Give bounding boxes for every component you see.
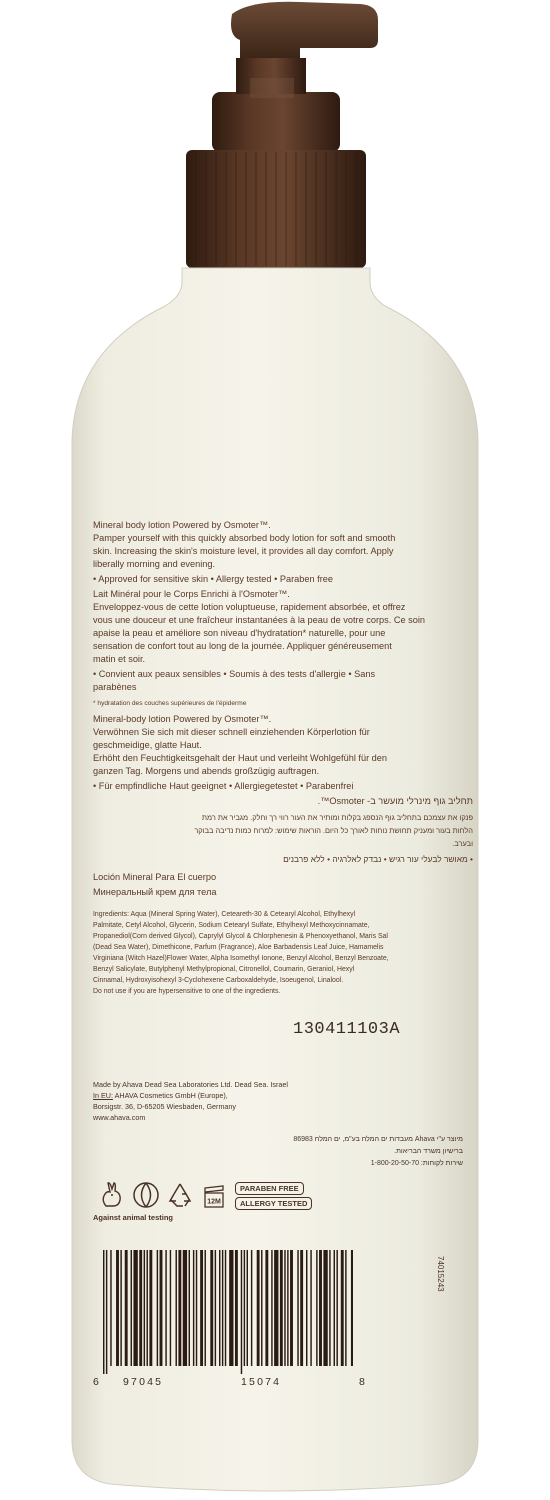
- animal-testing-label: Against animal testing: [93, 1213, 174, 1222]
- hebrew-license: ברישיון משרד הבריאות.: [394, 1148, 463, 1155]
- barcode-bar: [257, 1250, 260, 1366]
- barcode-bar: [106, 1250, 107, 1374]
- german-body-line: Erhöht den Feuchtigkeitsgehalt der Haut und verleiht Wohlgefühl für den: [93, 753, 388, 763]
- ingredients-line: Ingredients: Aqua (Mineral Spring Water), Ceteareth-30 & Cetearyl Alcohol, Ethylhexyl: [93, 911, 356, 918]
- hebrew-manufacturer: מיוצר ע"י Ahava מעבדות ים המלח בע"מ, ים המלח 86983: [293, 1136, 463, 1143]
- barcode-bar: [144, 1250, 145, 1366]
- german-body-line: geschmeidige, glatte Haut.: [93, 740, 202, 750]
- german-claims: • Für empfindliche Haut geeignet • Allergiegetestet • Parabenfrei: [93, 781, 354, 791]
- barcode-bar: [323, 1250, 327, 1366]
- icons-row: [93, 1180, 473, 1240]
- french-claims: • Convient aux peaux sensibles • Soumis à des tests d'allergie • Sans: [93, 669, 376, 679]
- ingredients-warning: Do not use if you are hypersensitive to one of the ingredients.: [93, 988, 281, 995]
- made-by: Made by Ahava Dead Sea Laboratories Ltd. Dead Sea. Israel: [93, 1080, 288, 1089]
- barcode-bar: [222, 1250, 223, 1366]
- french-body-line: apaise la peau et améliore son niveau d'hydratation* naturelle, pour une: [93, 628, 386, 638]
- barcode-digits-left: 97045: [123, 1376, 164, 1388]
- barcode-bar: [120, 1250, 121, 1366]
- barcode-bar: [290, 1250, 293, 1366]
- barcode-bar: [351, 1250, 353, 1366]
- hebrew-customer-service: שירות לקוחות: 1-800-20-50-70: [370, 1160, 463, 1167]
- barcode-bar: [336, 1250, 337, 1366]
- german-body-line: ganzen Tag. Morgens und abends großzügig auftragen.: [93, 766, 320, 776]
- batch-code: 130411103A: [293, 1020, 401, 1039]
- hebrew-body-line: הלחות בעור ומעניק תחושת נוחות לאורך כל היום. הוראות שימוש: למרוח כמות נדיבה בבוקר: [194, 826, 473, 835]
- barcode-bar: [147, 1250, 148, 1366]
- barcode-bar: [103, 1250, 104, 1374]
- ingredients-line: Virginiana (Witch Hazel)Flower Water, Alpha Isomethyl Ionone, Benzyl Alcohol, Benzyl Benzoate,: [93, 955, 389, 962]
- spanish-title: Loción Mineral Para El cuerpo: [93, 872, 217, 882]
- french-body-line: vous une douceur et une fraîcheur instantanées à la peau de votre corps. Ce soin: [93, 615, 425, 625]
- website: www.ahava.com: [93, 1113, 146, 1122]
- barcode-bar: [306, 1250, 307, 1366]
- rabbit-icon: [97, 1180, 127, 1210]
- barcode-bar: [265, 1250, 268, 1366]
- barcode-bar: [261, 1250, 262, 1366]
- bottle-cap: [186, 150, 366, 268]
- barcode-bar: [176, 1250, 177, 1366]
- barcode-bar: [271, 1250, 272, 1366]
- barcode-bar: [219, 1250, 220, 1366]
- barcode-bar: [215, 1250, 216, 1366]
- barcode-bar: [200, 1250, 203, 1366]
- pao-label: 12M: [207, 1198, 221, 1206]
- barcode-bar: [165, 1250, 166, 1366]
- barcode-bar: [116, 1250, 119, 1366]
- pump-nozzle: [212, 2, 378, 152]
- barcode-bar: [341, 1250, 344, 1366]
- barcode-bar: [131, 1250, 132, 1366]
- english-body-line: liberally morning and evening.: [93, 559, 216, 569]
- barcode: [103, 1250, 353, 1374]
- vertical-code: 74015243: [436, 1256, 445, 1292]
- barcode-bar: [229, 1250, 233, 1366]
- english-body-line: Pamper yourself with this quickly absorbed body lotion for soft and smooth: [93, 533, 396, 543]
- barcode-bar: [149, 1250, 152, 1366]
- french-title: Lait Minéral pour le Corps Enrichi à l'Osmoter™.: [93, 589, 290, 599]
- french-claims: parabènes: [93, 682, 137, 692]
- german-body-line: Verwöhnen Sie sich mit dieser schnell einziehenden Körperlotion für: [93, 727, 370, 737]
- barcode-bar: [225, 1250, 226, 1366]
- barcode-bar: [157, 1250, 158, 1366]
- english-title: Mineral body lotion Powered by Osmoter™.: [93, 520, 271, 530]
- barcode-bar: [193, 1250, 194, 1366]
- barcode-bar: [316, 1250, 317, 1366]
- barcode-bar: [251, 1250, 252, 1366]
- french-body-line: matin et soir.: [93, 654, 146, 664]
- barcode-bar: [139, 1250, 142, 1366]
- barcode-bar: [160, 1250, 163, 1366]
- french-body-line: Enveloppez-vous de cette lotion voluptueuse, rapidement absorbée, et offrez: [93, 602, 406, 612]
- ingredients-line: Cinnamal, Hydroxyisohexyl 3-Cyclohexene Carboxaldehyde, Isoeugenol, Linalool.: [93, 977, 344, 984]
- barcode-bar: [284, 1250, 285, 1366]
- barcode-digit-last: 8: [359, 1376, 365, 1388]
- barcode-bar: [300, 1250, 303, 1366]
- barcode-bar: [244, 1250, 245, 1366]
- ingredients-line: Palmitate, Cetyl Alcohol, Glycerin, Sodium Cetearyl Sulfate, Ethylhexyl Methoxycinnamate,: [93, 922, 370, 929]
- english-claims: • Approved for sensitive skin • Allergy tested • Paraben free: [93, 574, 333, 584]
- barcode-bar: [287, 1250, 288, 1366]
- paraben-free-badge: PARABEN FREE: [235, 1182, 304, 1195]
- barcode-bar: [241, 1250, 242, 1374]
- barcode-bar: [170, 1250, 171, 1366]
- barcode-bar: [196, 1250, 197, 1366]
- barcode-bar: [189, 1250, 190, 1366]
- barcode-bar: [310, 1250, 311, 1366]
- barcode-bar: [247, 1250, 248, 1366]
- recycle-icon: [165, 1180, 195, 1210]
- barcode-bar: [125, 1250, 128, 1366]
- barcode-bar: [178, 1250, 181, 1366]
- french-footnote: * hydratation des couches supérieures de l'épiderme: [93, 700, 247, 707]
- allergy-tested-badge: ALLERGY TESTED: [235, 1197, 312, 1210]
- eu-label: In EU:: [93, 1091, 113, 1100]
- barcode-bar: [319, 1250, 322, 1366]
- barcode-bar: [235, 1250, 238, 1366]
- barcode-bar: [183, 1250, 187, 1366]
- barcode-digit-first: 6: [93, 1376, 99, 1388]
- hebrew-body-line: ובערב.: [452, 839, 473, 848]
- barcode-digits-right: 15074: [241, 1376, 282, 1388]
- barcode-bar: [205, 1250, 206, 1366]
- barcode-bar: [280, 1250, 283, 1366]
- eu-address: Borsigstr. 36, D-65205 Wiesbaden, Germany: [93, 1102, 237, 1111]
- barcode-bar: [133, 1250, 137, 1366]
- ingredients-line: Propanediol(Corn derived Glycol), Caprylyl Glycol & Chlorphenesin & Phenoxyethanol, Maris Sal: [93, 933, 388, 940]
- french-body-line: sensation de confort tout au long de la journée. Appliquer généreusement: [93, 641, 392, 651]
- barcode-bar: [297, 1250, 298, 1366]
- ingredients-line: (Dead Sea Water), Dimethicone, Parfum (Fragrance), Aloe Barbadensis Leaf Juice, Hamamelis: [93, 944, 384, 951]
- jar-pao-icon: [199, 1180, 229, 1210]
- english-body-line: skin. Increasing the skin's moisture level, it provides all day comfort. Apply: [93, 546, 394, 556]
- hebrew-body-line: פנקו את עצמכם בתחליב גוף הנספג בקלות ומותיר את העור רווי רך וחלק. מגביר את רמת: [201, 813, 473, 822]
- barcode-bar: [334, 1250, 335, 1366]
- barcode-bar: [329, 1250, 330, 1366]
- eu-company: AHAVA Cosmetics GmbH (Europe),: [112, 1091, 228, 1100]
- green-dot-icon: [131, 1180, 161, 1210]
- hebrew-title: תחליב גוף מינרלי מועשר ב- Osmoter™.: [317, 796, 473, 806]
- eu-importer: [93, 1090, 228, 1101]
- barcode-area: [93, 1250, 473, 1400]
- german-title: Mineral-body lotion Powered by Osmoter™.: [93, 714, 272, 724]
- barcode-bar: [274, 1250, 278, 1366]
- russian-title: Минеральный крем для тела: [93, 887, 217, 897]
- hebrew-claims: • מאושר לבעלי עור רגיש • נבדק לאלרגיה • ללא פרבנים: [283, 854, 473, 864]
- barcode-bar: [210, 1250, 213, 1366]
- barcode-bar: [345, 1250, 346, 1366]
- ingredients-line: Benzyl Salicylate, Butylphenyl Methylpropional, Citronellol, Coumarin, Geraniol, Hexyl: [93, 966, 355, 973]
- barcode-bar: [110, 1250, 111, 1366]
